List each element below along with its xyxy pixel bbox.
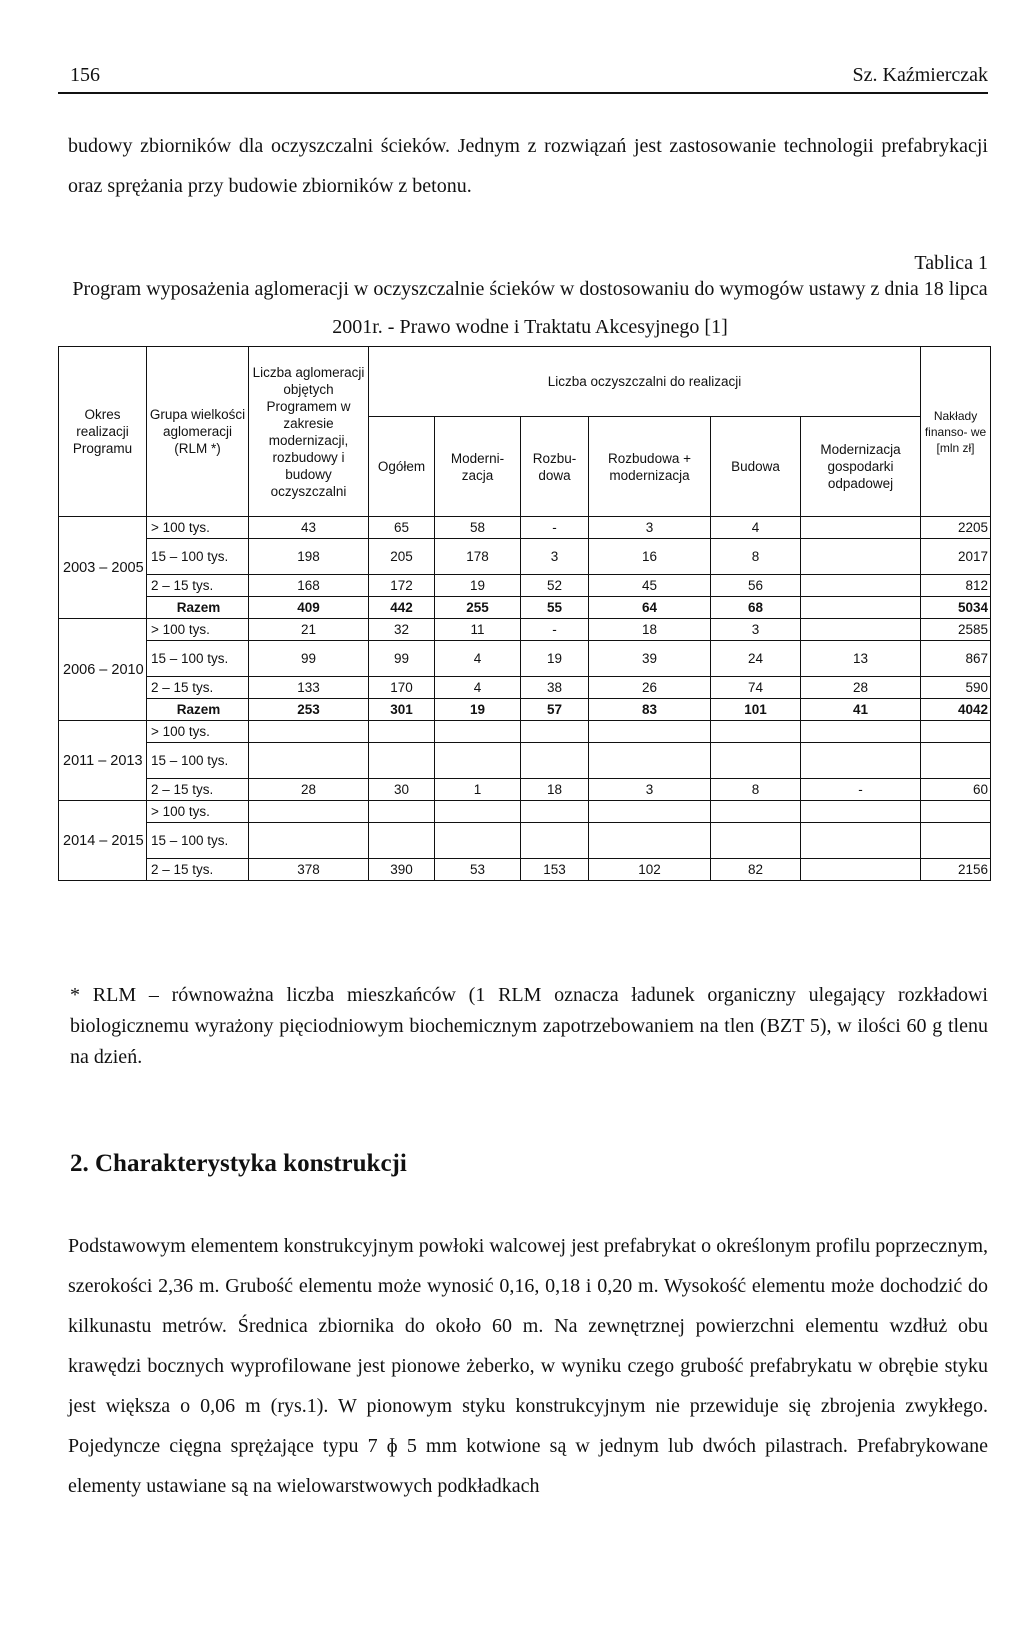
value-cell: 101 (711, 699, 801, 721)
value-cell: - (521, 517, 589, 539)
value-cell (921, 743, 991, 779)
value-cell (711, 823, 801, 859)
table-row (59, 677, 991, 699)
period-cell: 2011 – 2013 (59, 721, 147, 801)
value-cell: 255 (435, 597, 521, 619)
group-cell: Razem (147, 699, 249, 721)
table-caption: Program wyposażenia aglomeracji w oczyszczalnie ścieków w dostosowaniu do wymogów ustawy z dnia 18 lipca 2001r. - Prawo wodne i Traktatu Akcesyjnego [1] (72, 278, 988, 338)
value-cell (801, 823, 921, 859)
table-row (59, 721, 991, 743)
value-cell: 53 (435, 859, 521, 881)
value-cell: 39 (589, 641, 711, 677)
value-cell: 56 (711, 575, 801, 597)
value-cell (249, 823, 369, 859)
program-table (58, 346, 991, 881)
value-cell (801, 539, 921, 575)
table-row (59, 699, 991, 721)
value-cell: 18 (521, 779, 589, 801)
value-cell: 19 (435, 699, 521, 721)
group-cell: > 100 tys. (147, 619, 249, 641)
header-modernization: Moderni- zacja (435, 417, 521, 517)
value-cell (711, 801, 801, 823)
value-cell (921, 801, 991, 823)
table-row (59, 619, 991, 641)
table-row (59, 641, 991, 677)
value-cell: 19 (521, 641, 589, 677)
section-title: 2. Charakterystyka konstrukcji (70, 1150, 407, 1177)
value-cell: 390 (369, 859, 435, 881)
value-cell (435, 801, 521, 823)
table-row (59, 823, 991, 859)
value-cell (435, 743, 521, 779)
value-cell: 38 (521, 677, 589, 699)
value-cell (711, 721, 801, 743)
value-cell (921, 721, 991, 743)
value-cell (801, 597, 921, 619)
value-cell: 65 (369, 517, 435, 539)
value-cell (249, 721, 369, 743)
value-cell: 4 (435, 677, 521, 699)
value-cell (921, 823, 991, 859)
value-cell: 21 (249, 619, 369, 641)
value-cell: 28 (801, 677, 921, 699)
value-cell: 812 (921, 575, 991, 597)
value-cell: 4 (711, 517, 801, 539)
group-cell: 15 – 100 tys. (147, 743, 249, 779)
header-agglomerations: Liczba aglomeracji objętych Programem w zakresie modernizacji, rozbudowy i budowy oczyszczalni (249, 347, 369, 517)
header-period: Okres realizacji Programu (59, 347, 147, 517)
group-cell: 2 – 15 tys. (147, 677, 249, 699)
value-cell: 28 (249, 779, 369, 801)
value-cell: 8 (711, 539, 801, 575)
group-cell: 2 – 15 tys. (147, 575, 249, 597)
header-costs: Nakłady finanso- we [mln zł] (921, 347, 991, 517)
value-cell: 24 (711, 641, 801, 677)
value-cell (589, 743, 711, 779)
table-row (59, 539, 991, 575)
value-cell: 32 (369, 619, 435, 641)
page-header (58, 62, 988, 94)
value-cell: 45 (589, 575, 711, 597)
value-cell: 442 (369, 597, 435, 619)
value-cell (521, 743, 589, 779)
value-cell: 1 (435, 779, 521, 801)
table-row (59, 779, 991, 801)
value-cell: 8 (711, 779, 801, 801)
value-cell (435, 721, 521, 743)
value-cell (801, 575, 921, 597)
value-cell: 41 (801, 699, 921, 721)
value-cell: 18 (589, 619, 711, 641)
value-cell (249, 801, 369, 823)
value-cell: 83 (589, 699, 711, 721)
value-cell: 99 (249, 641, 369, 677)
group-cell: Razem (147, 597, 249, 619)
value-cell: 52 (521, 575, 589, 597)
value-cell: 3 (589, 517, 711, 539)
value-cell: 178 (435, 539, 521, 575)
value-cell: 378 (249, 859, 369, 881)
value-cell: 2017 (921, 539, 991, 575)
body-paragraph: Podstawowym elementem konstrukcyjnym powłoki walcowej jest prefabrykat o określonym profilu poprzecznym, szerokości 2,36 m. Grubość elementu może wynosić 0,16, 0,18 i 0,20 m. Wysokość elementu może dochodzić do kilkunastu metrów. Średnica zbiornika do około 60 m. Na zewnętrznej powierzchni elementu wzdłuż obu krawędzi bocznych wyprofilowane jest pionowe żeberko, w wyniku czego grubość prefabrykatu w obrębie styku jest większa o 0,06 m (rys.1). W pionowym styku konstrukcyjnym nie przewiduje się zbrojenia zwykłego. Pojedyncze cięgna sprężające typu 7 ɸ 5 mm kotwione są w jednym lub dwóch pilastrach. Prefabrykowane elementy ustawiane są na wielowarstwowych podkładkach (68, 1235, 988, 1497)
value-cell: 867 (921, 641, 991, 677)
value-cell: 26 (589, 677, 711, 699)
value-cell (521, 823, 589, 859)
group-cell: 15 – 100 tys. (147, 539, 249, 575)
table-row (59, 859, 991, 881)
value-cell: 68 (711, 597, 801, 619)
value-cell: 301 (369, 699, 435, 721)
value-cell: 5034 (921, 597, 991, 619)
value-cell: 16 (589, 539, 711, 575)
table-row (59, 575, 991, 597)
value-cell: 30 (369, 779, 435, 801)
value-cell (369, 823, 435, 859)
group-cell: 15 – 100 tys. (147, 823, 249, 859)
table-row (59, 801, 991, 823)
value-cell: 3 (589, 779, 711, 801)
value-cell: 13 (801, 641, 921, 677)
header-expansion-modernization: Rozbudowa + modernizacja (589, 417, 711, 517)
value-cell: 74 (711, 677, 801, 699)
intro-paragraph: budowy zbiorników dla oczyszczalni ścieków. Jednym z rozwiązań jest zastosowanie technologii prefabrykacji oraz sprężania przy budowie zbiorników z betonu. (68, 135, 988, 197)
value-cell: 153 (521, 859, 589, 881)
header-construction: Budowa (711, 417, 801, 517)
value-cell: 170 (369, 677, 435, 699)
value-cell (249, 743, 369, 779)
group-cell: > 100 tys. (147, 721, 249, 743)
value-cell: 409 (249, 597, 369, 619)
value-cell (435, 823, 521, 859)
value-cell: 102 (589, 859, 711, 881)
value-cell (801, 743, 921, 779)
value-cell: 82 (711, 859, 801, 881)
value-cell: 64 (589, 597, 711, 619)
value-cell (369, 801, 435, 823)
footnote: * RLM – równoważna liczba mieszkańców (1 RLM oznacza ładunek organiczny ulegający rozkładowi biologicznemu wyrażony pięciodniowym biochemicznym zapotrzebowaniem na tlen (BZT 5), w ilości 60 g tlenu na dzień. (70, 984, 988, 1068)
value-cell (521, 801, 589, 823)
value-cell: 198 (249, 539, 369, 575)
value-cell: 57 (521, 699, 589, 721)
value-cell: 3 (521, 539, 589, 575)
value-cell: 205 (369, 539, 435, 575)
table-header (59, 347, 991, 517)
header-total: Ogółem (369, 417, 435, 517)
header-expansion: Rozbu- dowa (521, 417, 589, 517)
header-group: Grupa wielkości aglomeracji (RLM *) (147, 347, 249, 517)
value-cell: 99 (369, 641, 435, 677)
group-cell: 2 – 15 tys. (147, 859, 249, 881)
value-cell: 58 (435, 517, 521, 539)
value-cell (589, 721, 711, 743)
value-cell (589, 801, 711, 823)
value-cell: 2205 (921, 517, 991, 539)
value-cell (801, 619, 921, 641)
group-cell: 15 – 100 tys. (147, 641, 249, 677)
value-cell (711, 743, 801, 779)
value-cell: - (521, 619, 589, 641)
table-row (59, 743, 991, 779)
value-cell: 4042 (921, 699, 991, 721)
table-row (59, 517, 991, 539)
value-cell: 4 (435, 641, 521, 677)
value-cell: 11 (435, 619, 521, 641)
header-plants-group: Liczba oczyszczalni do realizacji (369, 347, 921, 417)
table-label: Tablica 1 (914, 252, 988, 274)
value-cell (801, 801, 921, 823)
value-cell: 253 (249, 699, 369, 721)
value-cell: - (801, 779, 921, 801)
group-cell: > 100 tys. (147, 801, 249, 823)
value-cell (369, 743, 435, 779)
running-author: Sz. Kaźmierczak (852, 64, 988, 86)
value-cell: 60 (921, 779, 991, 801)
value-cell (801, 517, 921, 539)
period-cell: 2003 – 2005 (59, 517, 147, 619)
value-cell (589, 823, 711, 859)
value-cell: 2585 (921, 619, 991, 641)
value-cell: 2156 (921, 859, 991, 881)
page-number: 156 (70, 64, 100, 86)
value-cell (369, 721, 435, 743)
value-cell (801, 721, 921, 743)
value-cell: 172 (369, 575, 435, 597)
group-cell: > 100 tys. (147, 517, 249, 539)
group-cell: 2 – 15 tys. (147, 779, 249, 801)
value-cell: 133 (249, 677, 369, 699)
value-cell: 590 (921, 677, 991, 699)
value-cell (801, 859, 921, 881)
value-cell: 43 (249, 517, 369, 539)
value-cell: 3 (711, 619, 801, 641)
table-body (59, 517, 991, 881)
value-cell (521, 721, 589, 743)
value-cell: 168 (249, 575, 369, 597)
value-cell: 19 (435, 575, 521, 597)
value-cell: 55 (521, 597, 589, 619)
period-cell: 2006 – 2010 (59, 619, 147, 721)
table-row (59, 597, 991, 619)
header-waste-modernization: Modernizacja gospodarki odpadowej (801, 417, 921, 517)
period-cell: 2014 – 2015 (59, 801, 147, 881)
